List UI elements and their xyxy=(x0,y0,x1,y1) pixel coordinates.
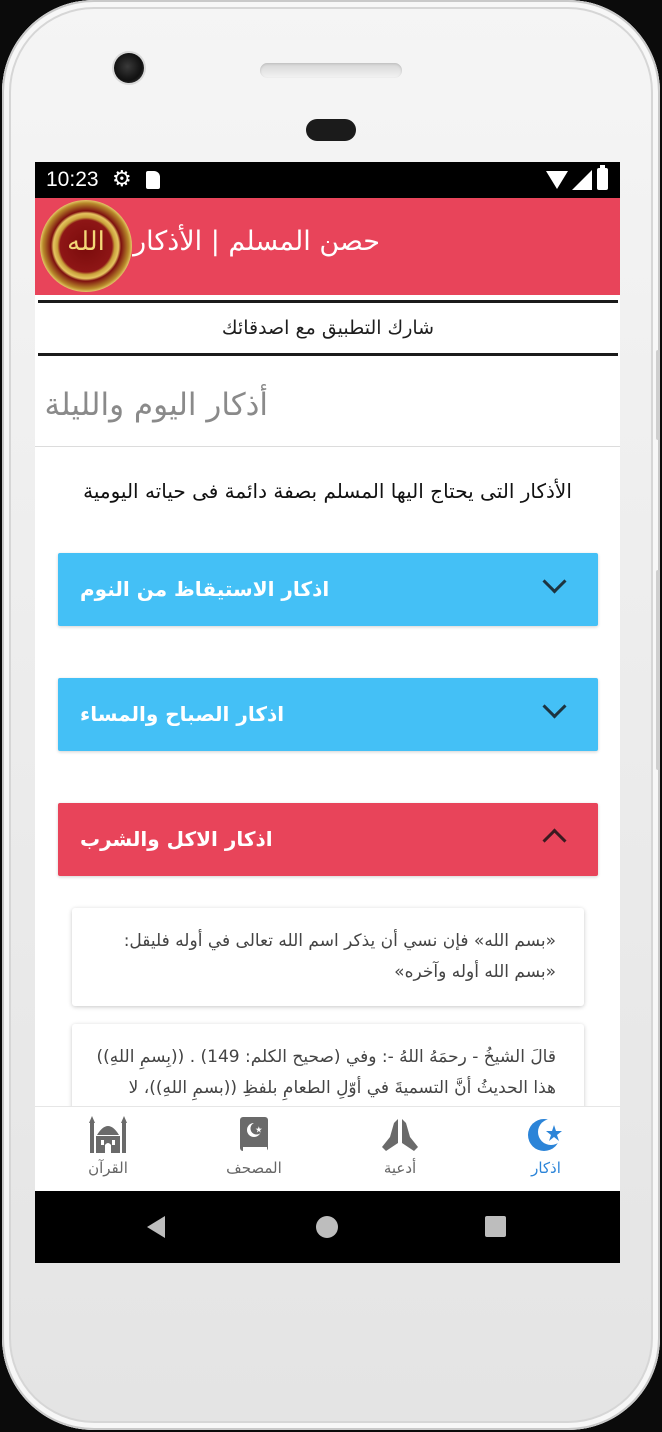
power-button xyxy=(656,570,660,770)
accordion-label: اذكار الاكل والشرب xyxy=(80,827,273,851)
nav-label: المصحف xyxy=(226,1159,282,1177)
dhikr-text: قالَ الشيخُ - رحمَهُ اللهُ -: وفي (صحيح الكلم: 149) . ((بِسمِ اللهِ)) هذا الحديثُ أنَّ التسميةَ في أوّلِ الطعامِ بلفظِ ((بسمِ اللهِ))، لا xyxy=(96,1047,556,1098)
app-title: حصن المسلم | الأذكار xyxy=(133,226,380,257)
settings-icon: ⚙ xyxy=(112,167,132,192)
app-logo xyxy=(40,200,132,292)
proximity-sensor xyxy=(306,119,356,141)
crescent-star-icon xyxy=(526,1115,566,1155)
accordion-wake-up[interactable] xyxy=(58,553,598,626)
section-divider xyxy=(35,446,620,447)
nav-label: أدعية xyxy=(383,1159,417,1177)
chevron-up-icon xyxy=(542,828,566,852)
home-icon[interactable] xyxy=(316,1216,338,1238)
nav-quran[interactable] xyxy=(35,1107,181,1192)
accordion-label: اذكار الصباح والمساء xyxy=(80,702,285,726)
accordion-morning-evening[interactable] xyxy=(58,678,598,751)
dhikr-card xyxy=(72,908,584,1006)
dhikr-text: «بسم الله» فإن نسي أن يذكر اسم الله تعالى في أوله فليقل: «بسم الله أوله وآخره» xyxy=(123,931,556,982)
section-description: الأذكار التى يحتاج اليها المسلم بصفة دائمة فى حياته اليومية xyxy=(83,479,572,503)
accordion-eating-drinking[interactable] xyxy=(58,803,598,876)
mosque-icon xyxy=(88,1115,128,1155)
accordion-label: اذكار الاستيقاظ من النوم xyxy=(80,577,330,601)
share-app-button[interactable]: شارك التطبيق مع اصدقائك xyxy=(38,300,618,356)
chevron-down-icon xyxy=(542,569,566,593)
nav-label: القرآن xyxy=(88,1159,128,1177)
status-time: 10:23 xyxy=(46,168,99,191)
system-navigation-bar xyxy=(35,1191,620,1263)
app-screen xyxy=(35,162,620,1263)
nav-adhkar[interactable] xyxy=(473,1107,619,1192)
chevron-down-icon xyxy=(542,694,566,718)
praying-hands-icon xyxy=(380,1115,420,1155)
section-title: أذكار اليوم والليلة xyxy=(44,387,268,423)
front-camera xyxy=(114,53,144,83)
status-bar xyxy=(35,162,620,198)
back-icon[interactable] xyxy=(147,1216,165,1238)
nav-label: اذكار xyxy=(531,1159,561,1177)
nav-mushaf[interactable] xyxy=(181,1107,327,1192)
sd-card-icon xyxy=(146,171,160,189)
nav-duas[interactable] xyxy=(327,1107,473,1192)
logo-text: الله xyxy=(67,227,105,257)
wifi-icon xyxy=(546,171,568,189)
quran-book-icon xyxy=(234,1115,274,1155)
volume-button xyxy=(656,350,660,440)
signal-icon xyxy=(572,170,592,190)
battery-icon xyxy=(597,168,608,190)
app-bar xyxy=(35,198,620,295)
earpiece-speaker xyxy=(260,63,402,78)
bottom-navigation xyxy=(35,1106,620,1192)
recents-icon[interactable] xyxy=(485,1216,506,1237)
